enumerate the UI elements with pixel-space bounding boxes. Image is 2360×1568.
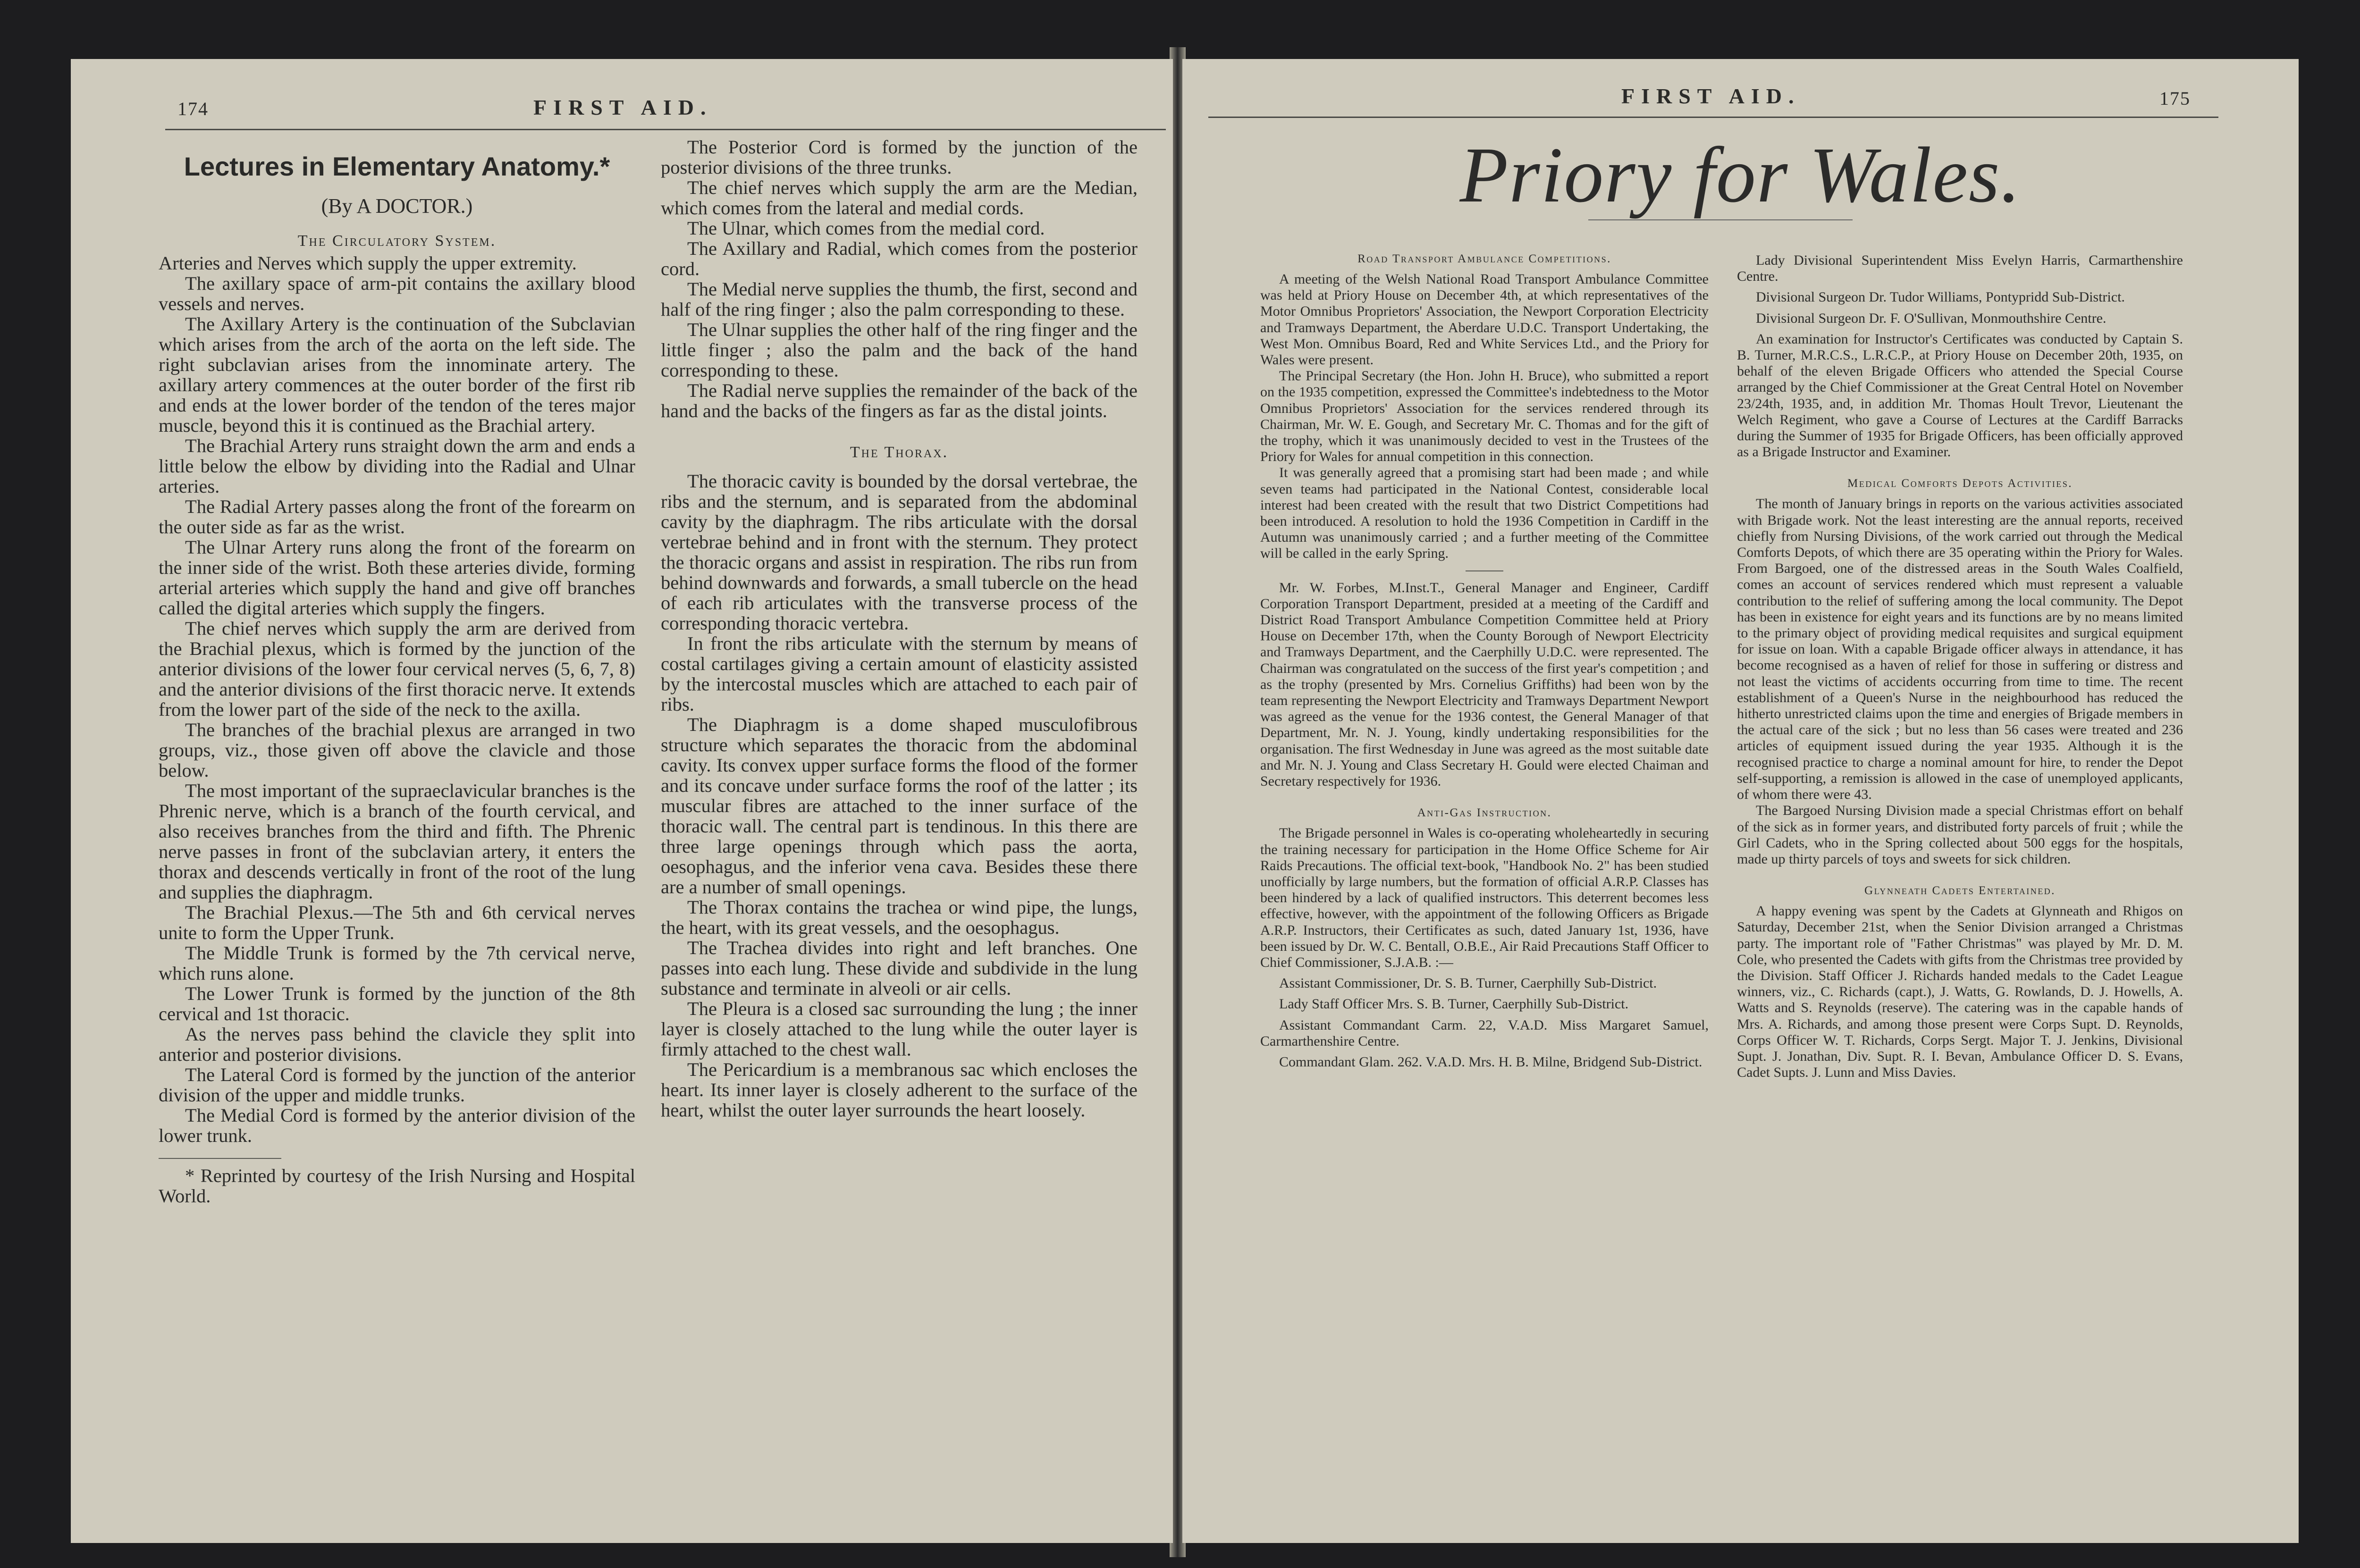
paragraph: In front the ribs articulate with the sternum by means of costal cartilages giving a certain amount of elasticity assisted by the intercostal muscles which are attached to each pair of ribs. <box>661 633 1138 715</box>
section-heading-medical-comforts: Medical Comforts Depots Activities. <box>1847 477 2073 490</box>
paragraph: The Ulnar supplies the other half of the ring finger and the little finger ; also the palm and the back of the hand corresponding to these. <box>661 319 1138 381</box>
paragraph: The Medial nerve supplies the thumb, the first, second and half of the ring finger ; also the palm corresponding to these. <box>661 278 1138 320</box>
paragraph: It was generally agreed that a promising start had been made ; and while seven teams had participated in the National Contest, considerable local interest had been created with the result that two District Competitions had been introduced. A resolution to hold the 1936 Competition in Cardiff in the Autumn was unanimously carried ; and a further meeting of the Committee will be called in the early Spring. <box>1260 465 1709 562</box>
paragraph: Mr. W. Forbes, M.Inst.T., General Manager and Engineer, Cardiff Corporation Transport Department, presided at a meeting of the Cardiff and District Road Transport Ambulance Competition Committee held at Priory House on December 17th, when the County Borough of Newport Electricity and Tramways Department, and the Caerphilly U.D.C. were represented. The Chairman was congratulated on the success of the first year's competition ; and as the trophy (presented by Mrs. Cornelius Griffiths) had been won by the team representing the Newport Electricity and Tramways Department Newport was agreed as the venue for the 1936 contest, the General Manager of that Department, Mr. N. J. Young, kindly undertaking responsibilities for the organisation. The first Wednesday in June was agreed as the most suitable date and Mr. N. J. Young and Class Secretary H. Gould were elected Chaiman and Secretary respectively for 1936. <box>1260 579 1709 789</box>
article-column-1 <box>159 151 635 1206</box>
running-head: FIRST AID. <box>533 95 713 119</box>
paragraph: The Brachial Plexus.—The 5th and 6th cervical nerves unite to form the Upper Trunk. <box>159 902 635 943</box>
header-rule <box>165 129 1166 130</box>
paragraph: The Axillary Artery is the continuation of the Subclavian which arises from the arch of the aorta on the left side. The right subclavian arises from the innominate artery. The axillary artery commences at the outer border of the first rib and ends at the lower border of the tendon of the teres major muscle, beyond this it is continued as the Brachial artery. <box>159 313 635 436</box>
paragraph: The Brachial Artery runs straight down the arm and ends a little below the elbow by dividing into the Radial and Ulnar arteries. <box>159 435 635 497</box>
paragraph: As the nerves pass behind the clavicle they split into anterior and posterior divisions. <box>159 1023 635 1065</box>
paragraph: The Thorax contains the trachea or wind pipe, the lungs, the heart, with its great vessels, and the oesophagus. <box>661 897 1138 938</box>
paragraph: The axillary space of arm-pit contains the axillary blood vessels and nerves. <box>159 273 635 314</box>
paragraph: Assistant Commandant Carm. 22, V.A.D. Miss Margaret Samuel, Carmarthenshire Centre. <box>1260 1017 1709 1049</box>
paragraph: The Pleura is a closed sac surrounding the lung ; the inner layer is closely attached to the lung while the outer layer is firmly attached to the chest wall. <box>661 998 1138 1060</box>
paragraph: A meeting of the Welsh National Road Transport Ambulance Committee was held at Priory House on December 4th, at which representatives of the Motor Omnibus Proprietors' Association, the Newport Corporation Electricity and Tramways Department, the Aberdare U.D.C. Transport Undertaking, the West Mon. Omnibus Board, Red and White Services Ltd., and the Priory for Wales were present. <box>1260 271 1709 368</box>
paragraph: The Brigade personnel in Wales is co-operating wholeheartedly in securing the training necessary for participation in the Home Office Scheme for Air Raids Precautions. The official text-book, "Handbook No. 2" has been studied unofficially by large numbers, but the formation of official A.R.P. Classes has been hindered by a lack of qualified instructors. This deterrent becomes less effective, however, with the appointment of the following Officers as Brigade A.R.P. Instructors, their Certificates as such, dated January 1st, 1936, have been issued by Dr. W. C. Bentall, O.B.E., Air Raid Precautions Staff Officer to Chief Commissioner, S.J.A.B. :— <box>1260 825 1709 970</box>
paragraph: The branches of the brachial plexus are arranged in two groups, viz., those given off above the clavicle and those below. <box>159 719 635 781</box>
paragraph: The Principal Secretary (the Hon. John H. Bruce), who submitted a report on the 1935 competition, expressed the Committee's indebtedness to the Motor Omnibus Proprietors' Association for the services rendered through its Chairman, Mr. W. E. Gough, and Secretary Mr. C. Thomas and for the gift of the trophy, which it was unanimously decided to vest in the Trustees of the Priory for Wales for annual competition in this connection. <box>1260 368 1709 465</box>
paragraph: The most important of the supraeclavicular branches is the Phrenic nerve, which is a branch of the fourth cervical, and also receives branches from the third and fifth. The Phrenic nerve passes in front of the subclavian artery, it enters the thorax and descends vertically in front of the root of the lung and supplies the diaphragm. <box>159 780 635 903</box>
paragraph: Assistant Commissioner, Dr. S. B. Turner, Caerphilly Sub-District. <box>1279 975 1657 991</box>
paragraph: The Pericardium is a membranous sac which encloses the heart. Its inner layer is closely adherent to the surface of the heart, whilst the outer layer surrounds the heart loosely. <box>661 1059 1138 1121</box>
paragraph: The chief nerves which supply the arm are the Median, which comes from the lateral and medial cords. <box>661 177 1138 218</box>
paragraph: A happy evening was spent by the Cadets at Glynneath and Rhigos on Saturday, December 21st, when the Senior Division arranged a Christmas party. The important role of "Father Christmas" was played by Mr. D. M. Cole, who presented the Cadets with gifts from the Christmas tree provided by the Division. Staff Officer J. Richards handed medals to the Cadet League winners, viz., C. Richards (capt.), J. Watts, G. Rowlands, D. J. Howells, A. Watts and S. Reynolds (reserve). The catering was in the capable hands of Mrs. A. Richards, and among those present were Corps Supt. D. Reynolds, Corps Officer W. T. Richards, Corps Sergt. Major T. J. Jenkins, Divisional Supt. J. Jonathan, Div. Supt. R. I. Bevan, Ambulance Officer D. S. Evans, Cadet Supts. J. Lunn and Miss Davies. <box>1737 903 2183 1081</box>
footnote: * Reprinted by courtesy of the Irish Nursing and Hospital World. <box>159 1165 635 1207</box>
paragraph: The Radial Artery passes along the front of the forearm on the outer side as far as the wrist. <box>159 496 635 537</box>
right-page <box>1182 59 2299 1543</box>
paragraph: The month of January brings in reports on the various activities associated with Brigade work. Not the least interesting are the annual reports, received chiefly from Nursing Divisions, of the work carried out through the Medical Comforts Depots, of which there are 35 operating within the Priory for Wales. From Bargoed, one of the distressed areas in the South Wales Coalfield, comes an account of services rendered which must represent a valuable contribution to the relief of suffering among the local community. The Depot has been in existence for eight years and its functions are by no means limited to the primary object of providing medical requisites and surgical equipment for issue on loan. With a capable Brigade officer always in attendance, it has become recognised as a haven of relief for those in suffering or distress and not least the victims of accidents occurring from time to time. The recent establishment of a Queen's Nurse in the neighbourhood has reduced the hitherto unrestricted claims upon the time and energies of Brigade members in the actual care of the sick ; but no less than 56 cases were treated and 236 articles of equipment issued during the year 1935. Although it is the recognised practice to charge a nominal amount for hire, to render the Depot self-supporting, a remission is allowed in the case of unemployed applicants, of whom there were 43. <box>1737 496 2183 803</box>
footnote-rule <box>159 1158 281 1159</box>
paragraph: Arteries and Nerves which supply the upper extremity. <box>159 252 577 274</box>
paragraph: The Radial nerve supplies the remainder of the back of the hand and the backs of the fingers as far as the distal joints. <box>661 380 1138 421</box>
paragraph: The Axillary and Radial, which comes from the posterior cord. <box>661 238 1138 279</box>
article-column-2 <box>661 137 1138 1120</box>
paragraph: The Lower Trunk is formed by the junction of the 8th cervical and 1st thoracic. <box>159 983 635 1024</box>
page-number: 175 <box>2159 88 2191 109</box>
paragraph: The Bargoed Nursing Division made a special Christmas effort on behalf of the sick as in former years, and distributed forty parcels of fruit ; while the Girl Cadets, who in the Spring collected about 500 eggs for the hospitals, made up thirty parcels of toys and sweets for sick children. <box>1737 803 2183 867</box>
section-heading-anti-gas: Anti-Gas Instruction. <box>1417 806 1552 820</box>
article-title: Lectures in Elementary Anatomy.* <box>184 151 610 181</box>
section-heading-road-transport: Road Transport Ambulance Competitions. <box>1357 252 1611 265</box>
page-number: 174 <box>177 98 209 119</box>
paragraph: The Posterior Cord is formed by the junction of the posterior divisions of the three trunks. <box>661 136 1138 178</box>
paragraph: The Ulnar Artery runs along the front of the forearm on the inner side of the wrist. Both these arteries divide, forming arterial arteries which supply the hand and give off branches called the digital arteries which supply the fingers. <box>159 537 635 619</box>
news-column-2 <box>1737 252 2183 1081</box>
paragraph: An examination for Instructor's Certificates was conducted by Captain S. B. Turner, M.R.C.S., L.R.C.P., at Priory House on December 20th, 1935, on behalf of the eleven Brigade Officers who attended the Special Course arranged by the Chief Commissioner at the Great Central Hotel on November 23/24th, 1935, and, in addition Mr. Thomas Hoult Trevor, Lieutenant the Welch Regiment, who gave a Course of Lectures at the Cardiff Barracks during the Summer of 1935 for Brigade Officers, has been officially approved as a Brigade Instructor and Examiner. <box>1737 331 2183 460</box>
section-divider <box>1466 570 1503 571</box>
article-title: Priory for Wales. <box>1459 131 2022 219</box>
news-column-1 <box>1260 252 1709 1070</box>
paragraph: The Ulnar, which comes from the medial cord. <box>687 218 1045 239</box>
section-heading-glynneath: Glynneath Cadets Entertained. <box>1864 884 2056 897</box>
paragraph: The Trachea divides into right and left branches. One passes into each lung. These divide and subdivide in the lung substance and terminate in alveoli or air cells. <box>661 937 1138 999</box>
paragraph: Lady Staff Officer Mrs. S. B. Turner, Caerphilly Sub-District. <box>1279 996 1629 1012</box>
section-heading-thorax: The Thorax. <box>850 444 949 461</box>
running-head: FIRST AID. <box>1621 84 1801 108</box>
paragraph: The Middle Trunk is formed by the 7th cervical nerve, which runs alone. <box>159 942 635 984</box>
paragraph: The thoracic cavity is bounded by the dorsal vertebrae, the ribs and the sternum, and is separated from the abdominal cavity by the diaphragm. The ribs articulate with the dorsal vertebrae behind and in front with the sternum. They protect the thoracic organs and assist in respiration. The ribs run from behind downwards and forwards, a small tubercle on the head of each rib articulates with the transverse process of the corresponding thoracic vertebra. <box>661 470 1138 634</box>
paragraph: Commandant Glam. 262. V.A.D. Mrs. H. B. Milne, Bridgend Sub-District. <box>1279 1054 1703 1070</box>
paragraph: The Diaphragm is a dome shaped musculofibrous structure which separates the thoracic from the abdominal cavity. Its convex upper surface forms the flood of the former and its concave under surface forms the roof of the latter ; its muscular fibres are attached to the inner surface of the thoracic wall. The central part is tendinous. In this there are three large openings through which pass the aorta, oesophagus, and the inferior vena cava. Besides these there are a number of small openings. <box>661 714 1138 897</box>
article-byline: (By A DOCTOR.) <box>321 194 473 218</box>
paragraph: Lady Divisional Superintendent Miss Evelyn Harris, Carmarthenshire Centre. <box>1737 252 2183 285</box>
left-page <box>71 59 1173 1543</box>
paragraph: The Medial Cord is formed by the anterior division of the lower trunk. <box>159 1105 635 1146</box>
paragraph: Divisional Surgeon Dr. F. O'Sullivan, Monmouthshire Centre. <box>1756 310 2107 326</box>
paragraph: The Lateral Cord is formed by the junction of the anterior division of the upper and middle trunks. <box>159 1064 635 1106</box>
section-heading-circulatory: The Circulatory System. <box>297 232 497 250</box>
header-rule <box>1208 117 2218 118</box>
title-rule <box>1588 219 1853 220</box>
paragraph: The chief nerves which supply the arm are derived from the Brachial plexus, which is formed by the junction of the anterior divisions of the lower four cervical nerves (5, 6, 7, 8) and the anterior divisions of the first thoracic nerve. It extends from the lower part of the side of the neck to the axilla. <box>159 618 635 720</box>
paragraph: Divisional Surgeon Dr. Tudor Williams, Pontypridd Sub-District. <box>1756 289 2125 305</box>
